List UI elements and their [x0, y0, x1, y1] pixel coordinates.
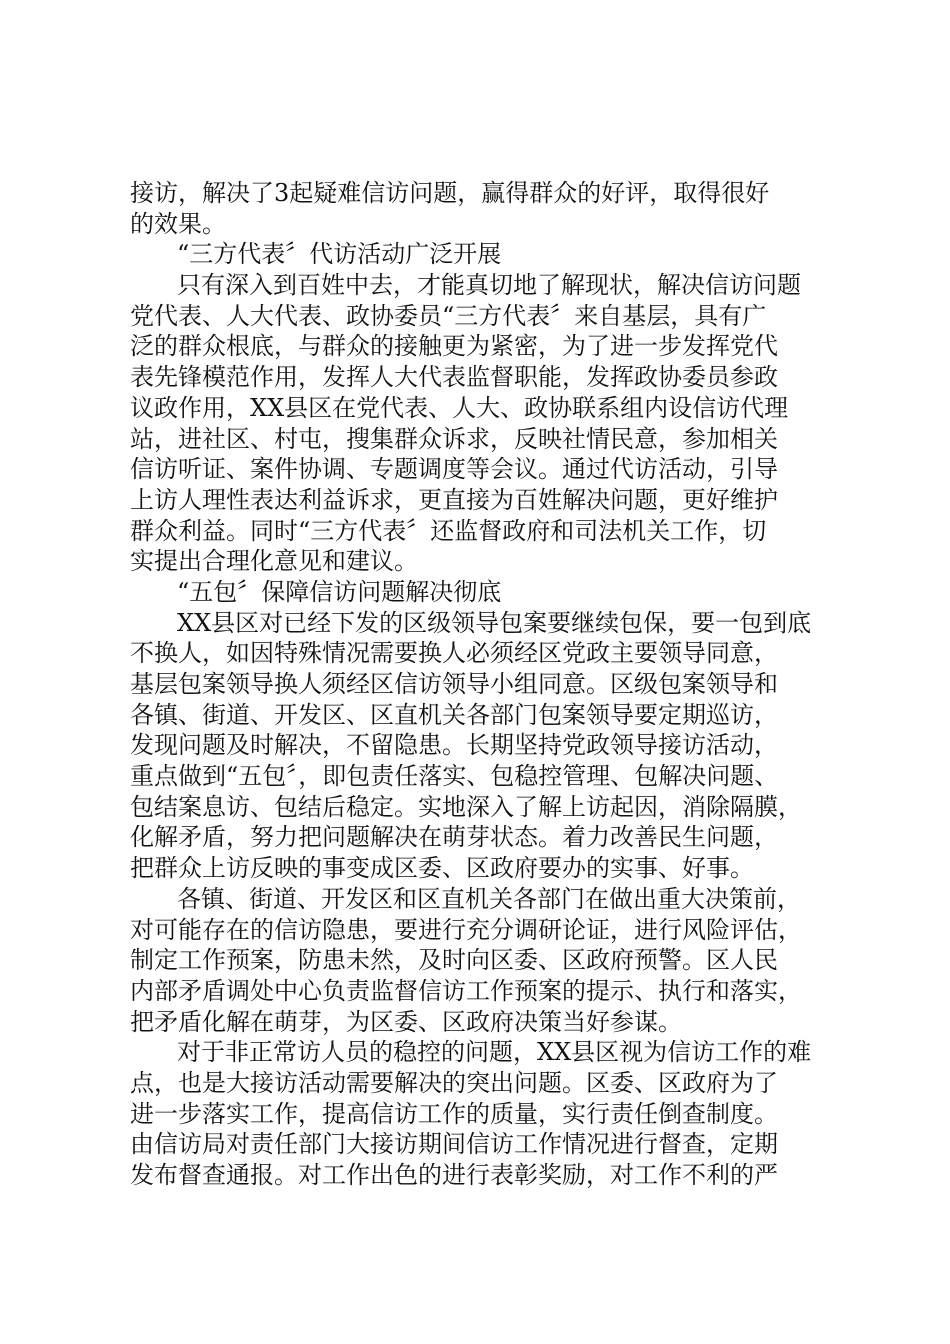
- text-line: 点，也是大接访活动需要解决的突出问题。区委、区政府为了: [130, 1068, 778, 1097]
- text-line: 接访，解决了3起疑难信访问题，赢得群众的好评，取得很好: [130, 179, 770, 207]
- text-line: 表先锋模范作用，发挥人大代表监督职能，发挥政协委员参政: [130, 363, 778, 392]
- text-line: 对于非正常访人员的稳控的问题，XX县区视为信访工作的难: [177, 1038, 812, 1067]
- text-line: 对可能存在的信访隐患，要进行充分调研论证，进行风险评估，: [130, 915, 802, 944]
- text-line: 把群众上访反映的事变成区委、区政府要办的实事、好事。: [130, 854, 754, 883]
- text-line: 包结案息访、包结后稳定。实地深入了解上访起因，消除隔膜，: [130, 792, 802, 821]
- text-line: 党代表、人大代表、政协委员“三方代表〞来自基层，具有广: [130, 301, 767, 330]
- text-line: “三方代表〞代访活动广泛开展: [177, 240, 502, 269]
- text-line: 不换人，如因特殊情况需要换人必须经区党政主要领导同意，: [130, 639, 778, 668]
- text-line: 各镇、街道、开发区、区直机关各部门包案领导要定期巡访，: [130, 700, 778, 729]
- text-line: 重点做到“五包〞，即包责任落实、包稳控管理、包解决问题、: [130, 762, 779, 791]
- text-line: 由信访局对责任部门大接访期间信访工作情况进行督查，定期: [130, 1130, 778, 1159]
- document-body: [130, 178, 830, 1191]
- text-line: 只有深入到百姓中去，才能真切地了解现状，解决信访问题: [177, 271, 801, 300]
- text-line: 议政作用，XX县区在党代表、人大、政协联系组内设信访代理: [130, 393, 789, 422]
- text-line: 群众利益。同时“三方代表〞还监督政府和司法机关工作，切: [130, 516, 767, 545]
- text-line: 化解矛盾，努力把问题解决在萌芽状态。着力改善民生问题，: [130, 823, 778, 852]
- text-line: 基层包案领导换人须经区信访领导小组同意。区级包案领导和: [130, 670, 778, 698]
- text-line: 进一步落实工作，提高信访工作的质量，实行责任倒查制度。: [130, 1099, 778, 1128]
- text-line: 制定工作预案，防患未然，及时向区委、区政府预警。区人民: [130, 946, 778, 975]
- text-line: 上访人理性表达利益诉求，更直接为百姓解决问题，更好维护: [130, 485, 778, 514]
- text-line: 各镇、街道、开发区和区直机关各部门在做出重大决策前，: [177, 884, 801, 913]
- text-line: 站，进社区、村屯，搜集群众诉求，反映社情民意，参加相关: [130, 424, 778, 453]
- text-line: 把矛盾化解在萌芽，为区委、区政府决策当好参谋。: [130, 1007, 682, 1036]
- text-line: 发布督查通报。对工作出色的进行表彰奖励，对工作不利的严: [130, 1161, 778, 1189]
- text-line: 泛的群众根底，与群众的接触更为紧密，为了进一步发挥党代: [130, 332, 778, 361]
- text-line: 内部矛盾调处中心负责监督信访工作预案的提示、执行和落实，: [130, 976, 802, 1005]
- text-line: 发现问题及时解决，不留隐患。长期坚持党政领导接访活动，: [130, 731, 778, 760]
- text-line: “五包〞保障信访问题解决彻底: [177, 577, 502, 606]
- text-line: 信访听证、案件协调、专题调度等会议。通过代访活动，引导: [130, 455, 778, 484]
- text-line: XX县区对已经下发的区级领导包案要继续包保，要一包到底: [177, 608, 812, 637]
- text-line: 实提出合理化意见和建议。: [130, 547, 418, 576]
- text-line: 的效果。: [130, 209, 226, 238]
